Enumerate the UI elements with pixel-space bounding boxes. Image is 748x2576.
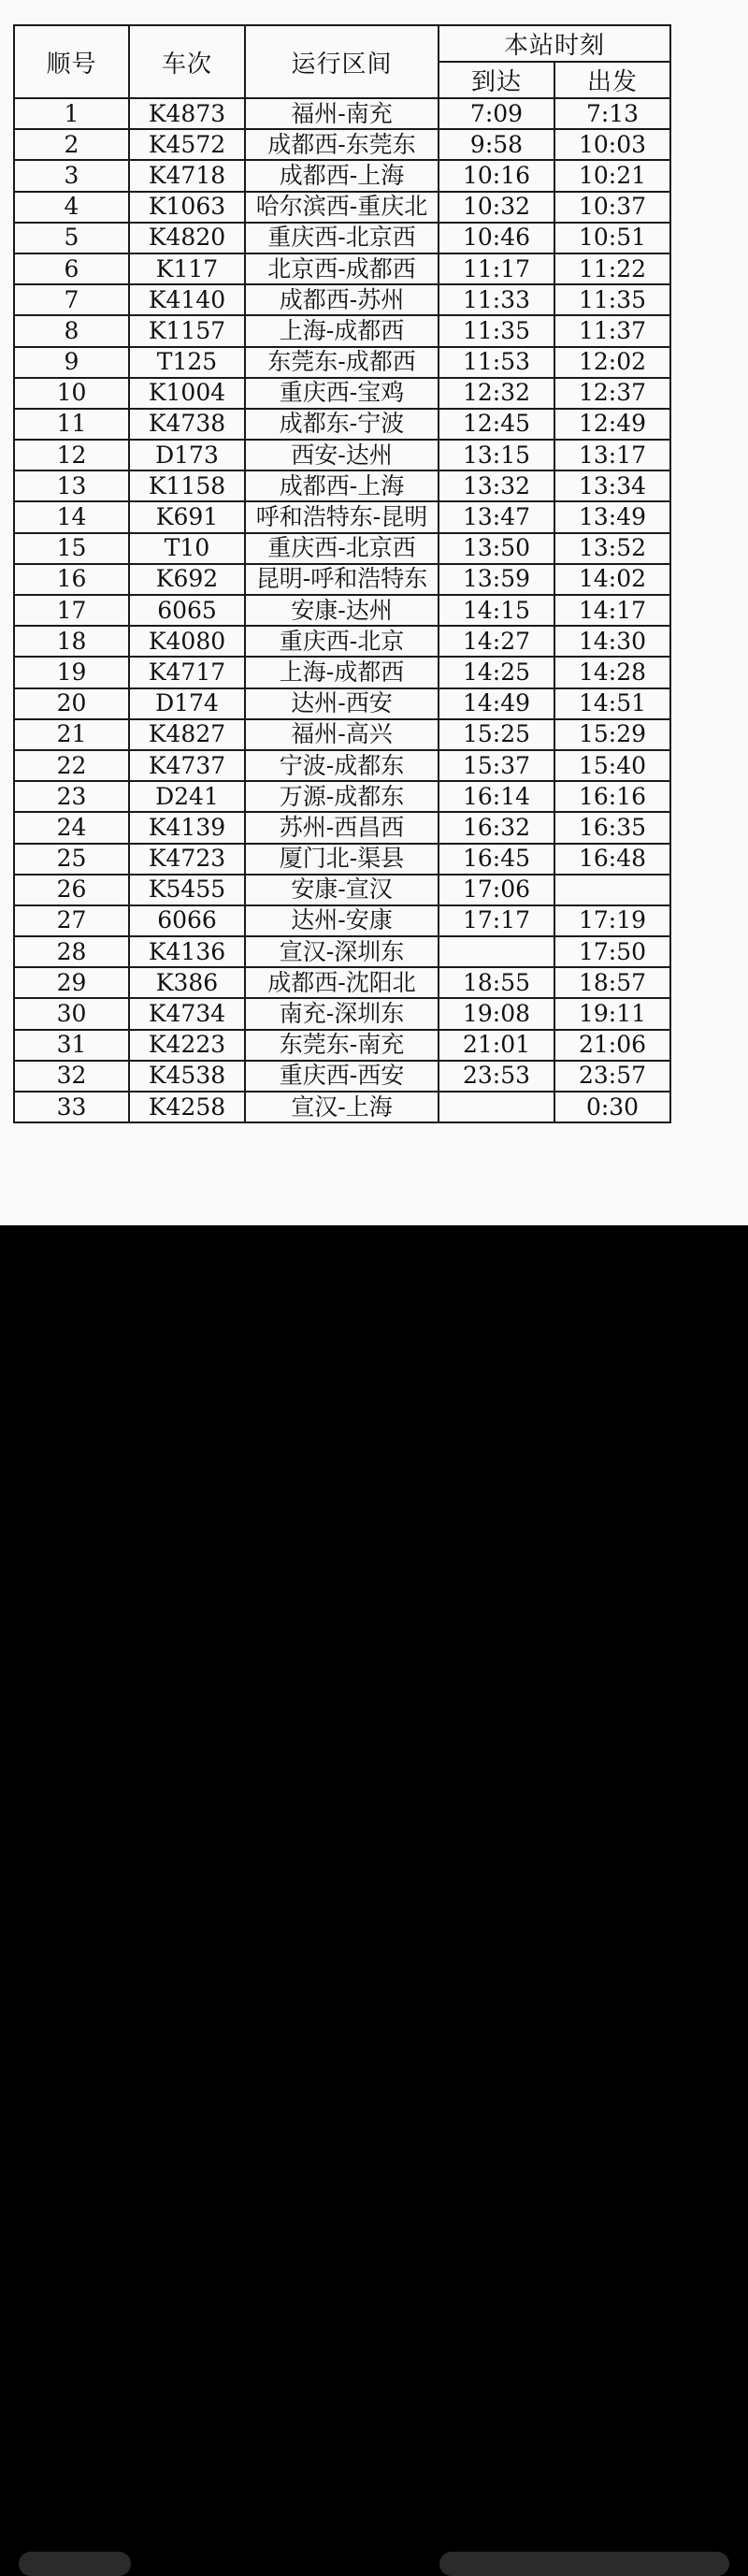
cell-depart: 14:02 xyxy=(554,564,670,595)
cell-arrive: 19:08 xyxy=(439,998,554,1029)
table-row xyxy=(14,875,670,905)
cell-route: 成都西-上海 xyxy=(245,470,439,501)
table-row xyxy=(14,626,670,657)
cell-arrive: 23:53 xyxy=(439,1061,554,1092)
table-row xyxy=(14,347,670,378)
cell-depart: 14:17 xyxy=(554,595,670,626)
cell-route: 苏州-西昌西 xyxy=(245,812,439,843)
cell-route: 达州-西安 xyxy=(245,688,439,719)
cell-arrive: 11:33 xyxy=(439,284,554,315)
cell-seq: 7 xyxy=(14,284,129,315)
cell-arrive: 14:49 xyxy=(439,688,554,719)
cell-arrive: 7:09 xyxy=(439,98,554,129)
cell-route: 南充-深圳东 xyxy=(245,998,439,1029)
cell-route: 福州-南充 xyxy=(245,98,439,129)
table-row xyxy=(14,409,670,440)
cell-arrive: 16:45 xyxy=(439,844,554,875)
cell-depart: 18:57 xyxy=(554,967,670,998)
cell-route: 昆明-呼和浩特东 xyxy=(245,564,439,595)
cell-train: K1157 xyxy=(129,315,245,346)
train-timetable xyxy=(13,24,671,1123)
cell-arrive: 17:17 xyxy=(439,905,554,936)
cell-seq: 32 xyxy=(14,1061,129,1092)
cell-route: 西安-达州 xyxy=(245,440,439,470)
table-row xyxy=(14,160,670,191)
cell-arrive: 15:25 xyxy=(439,719,554,750)
cell-route: 厦门北-渠县 xyxy=(245,844,439,875)
header-train: 车次 xyxy=(129,25,245,98)
table-row xyxy=(14,657,670,687)
cell-arrive: 11:17 xyxy=(439,253,554,284)
cell-seq: 21 xyxy=(14,719,129,750)
cell-depart: 10:03 xyxy=(554,129,670,160)
table-row xyxy=(14,129,670,160)
cell-depart: 14:28 xyxy=(554,657,670,687)
table-row xyxy=(14,967,670,998)
cell-seq: 13 xyxy=(14,470,129,501)
cell-train: K4718 xyxy=(129,160,245,191)
cell-route: 安康-达州 xyxy=(245,595,439,626)
cell-depart: 13:17 xyxy=(554,440,670,470)
cell-train: K1063 xyxy=(129,192,245,223)
cell-depart: 10:51 xyxy=(554,223,670,253)
cell-arrive: 16:32 xyxy=(439,812,554,843)
cell-seq: 26 xyxy=(14,875,129,905)
timetable-sheet xyxy=(0,0,748,1225)
cell-depart: 16:16 xyxy=(554,781,670,812)
cell-depart: 19:11 xyxy=(554,998,670,1029)
table-row xyxy=(14,315,670,346)
cell-train: K692 xyxy=(129,564,245,595)
cell-train: K117 xyxy=(129,253,245,284)
cell-depart: 7:13 xyxy=(554,98,670,129)
cell-depart: 23:57 xyxy=(554,1061,670,1092)
cell-seq: 23 xyxy=(14,781,129,812)
cell-arrive: 13:50 xyxy=(439,533,554,564)
cell-train: K1004 xyxy=(129,378,245,409)
cell-route: 安康-宣汉 xyxy=(245,875,439,905)
table-row xyxy=(14,1061,670,1092)
cell-route: 上海-成都西 xyxy=(245,657,439,687)
cell-arrive: 10:32 xyxy=(439,192,554,223)
cell-arrive: 17:06 xyxy=(439,875,554,905)
cell-route: 北京西-成都西 xyxy=(245,253,439,284)
cell-seq: 28 xyxy=(14,936,129,967)
cell-seq: 19 xyxy=(14,657,129,687)
cell-seq: 24 xyxy=(14,812,129,843)
cell-arrive: 12:32 xyxy=(439,378,554,409)
cell-train: K4827 xyxy=(129,719,245,750)
cell-route: 上海-成都西 xyxy=(245,315,439,346)
cell-arrive: 13:15 xyxy=(439,440,554,470)
cell-arrive: 14:25 xyxy=(439,657,554,687)
cell-route: 福州-高兴 xyxy=(245,719,439,750)
cell-seq: 1 xyxy=(14,98,129,129)
cell-route: 哈尔滨西-重庆北 xyxy=(245,192,439,223)
bottom-bar xyxy=(0,1225,748,1339)
cell-route: 重庆西-北京西 xyxy=(245,533,439,564)
table-row xyxy=(14,1092,670,1122)
cell-seq: 16 xyxy=(14,564,129,595)
cell-depart: 10:37 xyxy=(554,192,670,223)
cell-seq: 18 xyxy=(14,626,129,657)
table-row xyxy=(14,750,670,781)
cell-arrive: 13:47 xyxy=(439,501,554,532)
cell-seq: 29 xyxy=(14,967,129,998)
cell-depart: 14:51 xyxy=(554,688,670,719)
cell-train: 6065 xyxy=(129,595,245,626)
cell-depart: 12:37 xyxy=(554,378,670,409)
table-row xyxy=(14,595,670,626)
table-row xyxy=(14,470,670,501)
cell-route: 重庆西-北京 xyxy=(245,626,439,657)
table-row xyxy=(14,936,670,967)
cell-seq: 5 xyxy=(14,223,129,253)
cell-route: 宣汉-深圳东 xyxy=(245,936,439,967)
cell-route: 成都西-东莞东 xyxy=(245,129,439,160)
right-pill-button[interactable] xyxy=(439,2552,729,2576)
cell-seq: 2 xyxy=(14,129,129,160)
cell-depart: 21:06 xyxy=(554,1030,670,1061)
cell-arrive: 10:16 xyxy=(439,160,554,191)
cell-depart: 10:21 xyxy=(554,160,670,191)
table-row xyxy=(14,223,670,253)
cell-arrive: 15:37 xyxy=(439,750,554,781)
cell-train: K4140 xyxy=(129,284,245,315)
cell-seq: 10 xyxy=(14,378,129,409)
cell-route: 达州-安康 xyxy=(245,905,439,936)
cell-train: D173 xyxy=(129,440,245,470)
cell-depart: 15:29 xyxy=(554,719,670,750)
cell-arrive: 14:15 xyxy=(439,595,554,626)
header-arrive: 到达 xyxy=(439,62,554,98)
table-row xyxy=(14,564,670,595)
cell-route: 东莞东-南充 xyxy=(245,1030,439,1061)
cell-route: 成都西-苏州 xyxy=(245,284,439,315)
cell-seq: 11 xyxy=(14,409,129,440)
cell-arrive: 16:14 xyxy=(439,781,554,812)
cell-arrive: 13:32 xyxy=(439,470,554,501)
cell-depart: 11:37 xyxy=(554,315,670,346)
cell-seq: 17 xyxy=(14,595,129,626)
cell-route: 宣汉-上海 xyxy=(245,1092,439,1122)
table-row xyxy=(14,533,670,564)
cell-train: K4723 xyxy=(129,844,245,875)
cell-arrive xyxy=(439,936,554,967)
cell-train: K4223 xyxy=(129,1030,245,1061)
cell-train: K4538 xyxy=(129,1061,245,1092)
table-row xyxy=(14,1030,670,1061)
cell-train: K4717 xyxy=(129,657,245,687)
cell-arrive: 11:53 xyxy=(439,347,554,378)
cell-train: K4738 xyxy=(129,409,245,440)
cell-seq: 15 xyxy=(14,533,129,564)
cell-depart: 17:50 xyxy=(554,936,670,967)
cell-train: K4737 xyxy=(129,750,245,781)
cell-depart xyxy=(554,875,670,905)
cell-arrive: 14:27 xyxy=(439,626,554,657)
cell-route: 万源-成都东 xyxy=(245,781,439,812)
cell-route: 成都西-上海 xyxy=(245,160,439,191)
cell-train: K386 xyxy=(129,967,245,998)
cell-route: 东莞东-成都西 xyxy=(245,347,439,378)
cell-arrive: 13:59 xyxy=(439,564,554,595)
cell-arrive: 18:55 xyxy=(439,967,554,998)
cell-train: K1158 xyxy=(129,470,245,501)
cell-depart: 11:35 xyxy=(554,284,670,315)
cell-arrive: 9:58 xyxy=(439,129,554,160)
cell-depart: 17:19 xyxy=(554,905,670,936)
cell-arrive: 11:35 xyxy=(439,315,554,346)
table-row xyxy=(14,501,670,532)
cell-route: 重庆西-北京西 xyxy=(245,223,439,253)
cell-seq: 20 xyxy=(14,688,129,719)
cell-seq: 8 xyxy=(14,315,129,346)
header-seq: 顺号 xyxy=(14,25,129,98)
cell-depart: 0:30 xyxy=(554,1092,670,1122)
cell-seq: 33 xyxy=(14,1092,129,1122)
cell-depart: 16:48 xyxy=(554,844,670,875)
cell-depart: 14:30 xyxy=(554,626,670,657)
cell-seq: 9 xyxy=(14,347,129,378)
table-row xyxy=(14,192,670,223)
cell-train: 6066 xyxy=(129,905,245,936)
cell-depart: 12:02 xyxy=(554,347,670,378)
cell-seq: 30 xyxy=(14,998,129,1029)
table-row xyxy=(14,781,670,812)
cell-seq: 3 xyxy=(14,160,129,191)
table-row xyxy=(14,440,670,470)
cell-depart: 13:34 xyxy=(554,470,670,501)
table-row xyxy=(14,998,670,1029)
cell-seq: 4 xyxy=(14,192,129,223)
cell-train: K4139 xyxy=(129,812,245,843)
table-row xyxy=(14,688,670,719)
cell-depart: 13:52 xyxy=(554,533,670,564)
cell-train: T125 xyxy=(129,347,245,378)
cell-depart: 15:40 xyxy=(554,750,670,781)
table-row xyxy=(14,905,670,936)
timetable-body xyxy=(14,98,670,1122)
cell-train: K4873 xyxy=(129,98,245,129)
cell-route: 重庆西-宝鸡 xyxy=(245,378,439,409)
table-row xyxy=(14,284,670,315)
cell-train: K4572 xyxy=(129,129,245,160)
cell-train: K5455 xyxy=(129,875,245,905)
cell-depart: 11:22 xyxy=(554,253,670,284)
cell-train: K4258 xyxy=(129,1092,245,1122)
cell-train: T10 xyxy=(129,533,245,564)
cell-route: 呼和浩特东-昆明 xyxy=(245,501,439,532)
header-depart: 出发 xyxy=(554,62,670,98)
cell-route: 重庆西-西安 xyxy=(245,1061,439,1092)
table-row xyxy=(14,844,670,875)
cell-seq: 14 xyxy=(14,501,129,532)
cell-train: D174 xyxy=(129,688,245,719)
left-pill-button[interactable] xyxy=(19,2552,131,2576)
cell-depart: 13:49 xyxy=(554,501,670,532)
cell-train: D241 xyxy=(129,781,245,812)
table-row xyxy=(14,98,670,129)
cell-train: K4080 xyxy=(129,626,245,657)
cell-arrive: 21:01 xyxy=(439,1030,554,1061)
table-row xyxy=(14,253,670,284)
cell-seq: 22 xyxy=(14,750,129,781)
cell-seq: 12 xyxy=(14,440,129,470)
cell-train: K4820 xyxy=(129,223,245,253)
cell-seq: 25 xyxy=(14,844,129,875)
cell-arrive: 12:45 xyxy=(439,409,554,440)
cell-route: 成都西-沈阳北 xyxy=(245,967,439,998)
cell-route: 成都东-宁波 xyxy=(245,409,439,440)
table-row xyxy=(14,719,670,750)
cell-train: K4136 xyxy=(129,936,245,967)
header-route: 运行区间 xyxy=(245,25,439,98)
table-row xyxy=(14,812,670,843)
cell-train: K691 xyxy=(129,501,245,532)
cell-depart: 16:35 xyxy=(554,812,670,843)
header-station-time: 本站时刻 xyxy=(439,25,670,62)
table-row xyxy=(14,378,670,409)
cell-seq: 27 xyxy=(14,905,129,936)
cell-depart: 12:49 xyxy=(554,409,670,440)
cell-seq: 6 xyxy=(14,253,129,284)
cell-seq: 31 xyxy=(14,1030,129,1061)
cell-route: 宁波-成都东 xyxy=(245,750,439,781)
cell-arrive: 10:46 xyxy=(439,223,554,253)
cell-arrive xyxy=(439,1092,554,1122)
cell-train: K4734 xyxy=(129,998,245,1029)
